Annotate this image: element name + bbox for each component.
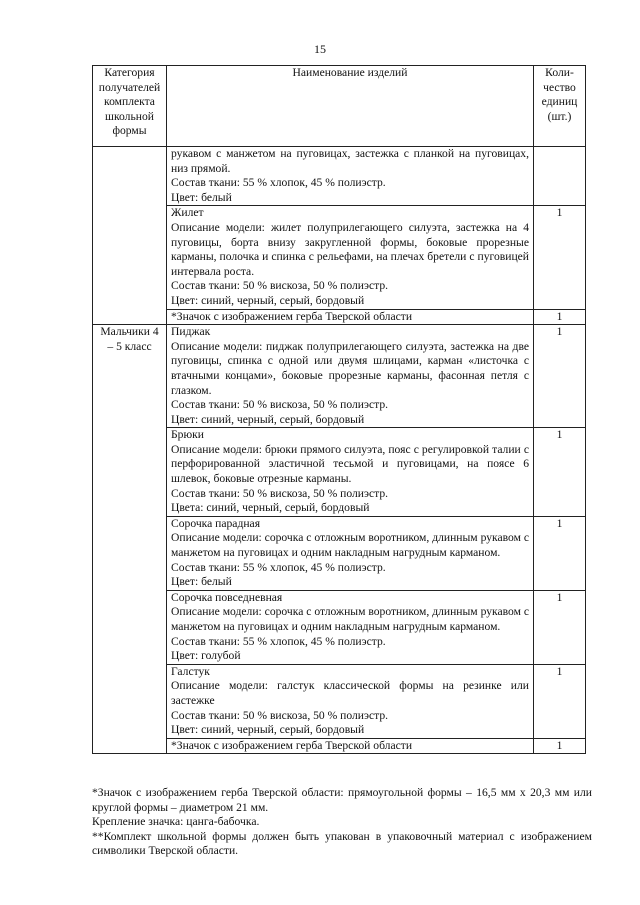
item-cell-trousers xyxy=(167,428,534,517)
item-title: Жилет xyxy=(171,206,204,220)
item-fabric: Состав ткани: 55 % хлопок, 45 % полиэстр. xyxy=(171,634,386,648)
page-number: 15 xyxy=(314,42,326,56)
item-fabric: Состав ткани: 55 % хлопок, 45 % полиэстр. xyxy=(171,560,386,574)
item-color: Цвет: белый xyxy=(171,575,232,589)
continuation-cell xyxy=(167,147,534,206)
table-row xyxy=(93,206,586,309)
quantity-cell: 1 xyxy=(534,325,586,428)
badge-cell: *Значок с изображением герба Тверской области xyxy=(167,309,534,325)
item-cell-tie xyxy=(167,664,534,738)
item-description: Описание модели: галстук классической формы на резинке или застежке xyxy=(171,679,529,707)
item-color: Цвет: голубой xyxy=(171,649,241,663)
badge-cell: *Значок с изображением герба Тверской области xyxy=(167,738,534,754)
item-title: Сорочка повседневная xyxy=(171,590,283,604)
continuation-fabric: Состав ткани: 55 % хлопок, 45 % полиэстр. xyxy=(171,176,386,190)
table-row xyxy=(93,590,586,664)
category-cell-previous xyxy=(93,147,167,325)
table-row xyxy=(93,325,586,428)
table-row xyxy=(93,516,586,590)
item-fabric: Состав ткани: 50 % вискоза, 50 % полиэстр. xyxy=(171,486,389,500)
item-cell-casual-shirt xyxy=(167,590,534,664)
quantity-cell: 1 xyxy=(534,738,586,754)
quantity-cell: 1 xyxy=(534,664,586,738)
uniform-table xyxy=(92,65,586,754)
quantity-cell: 1 xyxy=(534,206,586,309)
continuation-text: рукавом с манжетом на пуговицах, застежка с планкой на пуговицах, низ прямой. xyxy=(171,147,529,175)
quantity-cell: 1 xyxy=(534,590,586,664)
item-cell-dress-shirt xyxy=(167,516,534,590)
item-color: Цвет: синий, черный, серый, бордовый xyxy=(171,412,365,426)
quantity-cell: 1 xyxy=(534,516,586,590)
item-title: Пиджак xyxy=(171,325,211,339)
header-name: Наименование изделий xyxy=(167,66,534,147)
footnote-mount: Крепление значка: цанга-бабочка. xyxy=(92,815,260,829)
item-title: Галстук xyxy=(171,664,210,678)
item-fabric: Состав ткани: 50 % вискоза, 50 % полиэстр. xyxy=(171,398,389,412)
quantity-cell: 1 xyxy=(534,309,586,325)
footnotes xyxy=(92,786,592,859)
table-row xyxy=(93,738,586,754)
item-description: Описание модели: брюки прямого силуэта, пояс с регулировкой талии с перфорированной эластичной тесьмой и пуговицами, на поясе 6 шлевок, боковые отрезные карманы. xyxy=(171,442,529,486)
table-row xyxy=(93,147,586,206)
item-fabric: Состав ткани: 50 % вискоза, 50 % полиэстр. xyxy=(171,708,389,722)
item-title: Сорочка парадная xyxy=(171,516,261,530)
item-description: Описание модели: пиджак полуприлегающего силуэта, застежка на две пуговицы, спинка с одной или двумя шлицами, карман «листочка с втачными концами», боковые прорезные карманы, фасонная петля с глазком. xyxy=(171,339,529,397)
category-cell-boys: Мальчики 4 – 5 класс xyxy=(93,325,167,754)
footnote-package: **Комплект школьной формы должен быть упакован в упаковочный материал с изображением символики Тверской области. xyxy=(92,829,592,858)
item-title: Брюки xyxy=(171,428,204,442)
table-row xyxy=(93,664,586,738)
item-description: Описание модели: сорочка с отложным воротником, длинным рукавом с манжетом на пуговицах и одним накладным нагрудным карманом. xyxy=(171,531,529,560)
item-color: Цвета: синий, черный, серый, бордовый xyxy=(171,501,370,515)
header-category: Категория получателей комплекта школьной формы xyxy=(93,66,167,147)
item-description: Описание модели: жилет полуприлегающего силуэта, застежка на 4 пуговицы, борта внизу закругленной формы, боковые прорезные карманы, полочка и спинка с рельефами, на плечах бретели с пуговицей интервала роста. xyxy=(171,220,529,278)
item-fabric: Состав ткани: 50 % вискоза, 50 % полиэстр. xyxy=(171,279,389,293)
quantity-cell xyxy=(534,147,586,206)
item-description: Описание модели: сорочка с отложным воротником, длинным рукавом с манжетом на пуговицах и одним накладным нагрудным карманом. xyxy=(171,605,529,633)
footnote-badge: *Значок с изображением герба Тверской области: прямоугольной формы – 16,5 мм х 20,3 мм или круглой формы – диаметром 21 мм. xyxy=(92,786,592,814)
item-cell-jacket xyxy=(167,325,534,428)
quantity-cell: 1 xyxy=(534,428,586,517)
item-color: Цвет: синий, черный, серый, бордовый xyxy=(171,723,365,737)
item-cell-vest xyxy=(167,206,534,309)
table-header-row xyxy=(93,66,586,147)
table-row xyxy=(93,428,586,517)
table-row xyxy=(93,309,586,325)
item-color: Цвет: синий, черный, серый, бордовый xyxy=(171,293,365,307)
header-quantity: Коли-чество единиц (шт.) xyxy=(534,66,586,147)
continuation-color: Цвет: белый xyxy=(171,190,232,204)
